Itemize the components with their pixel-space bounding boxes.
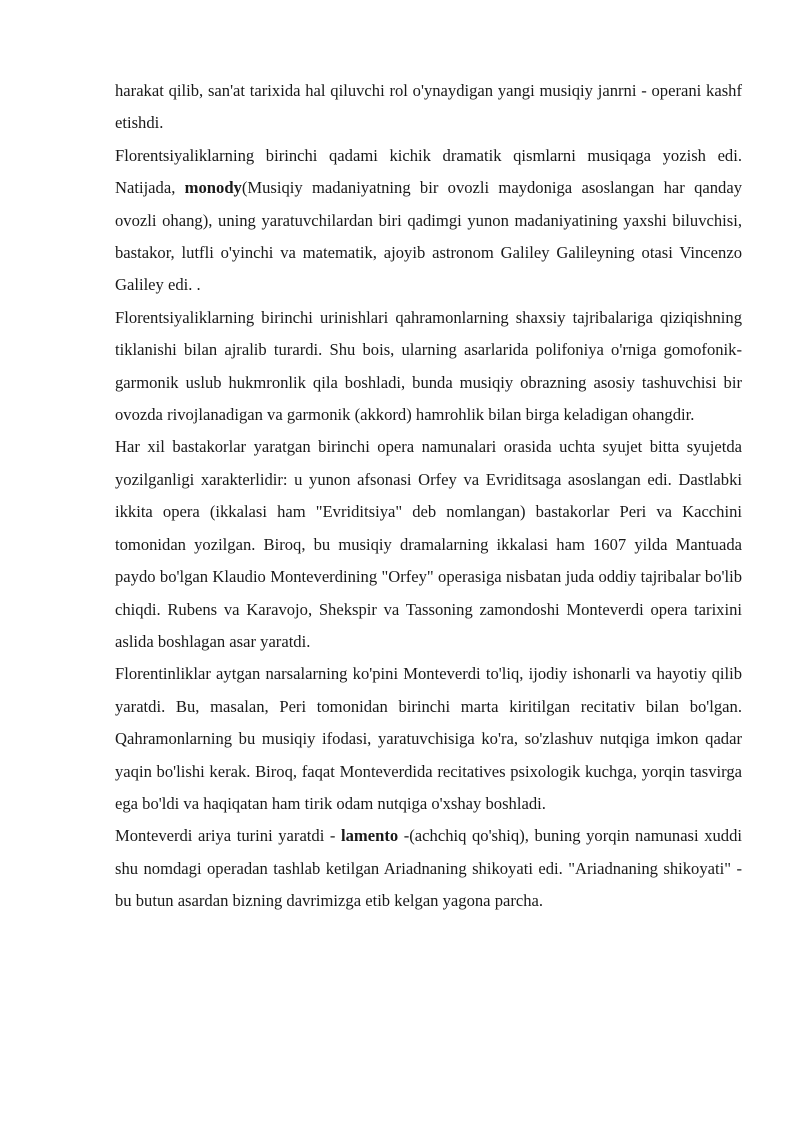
paragraph-6-text-a: Monteverdi ariya turini yaratdi - — [115, 826, 342, 846]
document-page — [115, 75, 742, 918]
paragraph-2-text-b: (Musiqiy madaniyatning bir ovozli maydoniga asoslangan har qanday ovozli ohang), uning yaratuvchilardan biri qadimgi yunon madaniyatining yaxshi biluvchisi, bastakor, lutfli o'yinchi va matematik, ajoyib astronom Galiley Galileyning otasi Vincenzo Galiley edi. . — [115, 178, 742, 295]
paragraph-6 — [115, 820, 742, 917]
paragraph-5 — [115, 658, 742, 820]
paragraph-4 — [115, 431, 742, 658]
paragraph-3-text: Florentsiyaliklarning birinchi urinishlari qahramonlarning shaxsiy tajribalariga qiziqishning tiklanishi bilan ajralib turardi. Shu bois, ularning asarlarida polifoniya o'rniga gomofonik-garmonik uslub hukmronlik qila boshladi, bunda musiqiy obrazning asosiy tashuvchisi bir ovozda rivojlanadigan va garmonik (akkord) hamrohlik bilan birga keladigan ohangdir. — [115, 307, 742, 425]
term-lamento: lamento — [341, 826, 399, 846]
paragraph-1 — [115, 75, 742, 140]
paragraph-5-text: Florentinliklar aytgan narsalarning ko'pini Monteverdi to'liq, ijodiy ishonarli va hayotiy qilib yaratdi. Bu, masalan, Peri tomonidan birinchi marta kiritilgan recitativ bilan bo'lgan. Qahramonlarning bu musiqiy ifodasi, yaratuvchisiga ko'ra, so'zlashuv nutqiga imkon qadar yaqin bo'lishi kerak. Biroq, faqat Monteverdida recitatives psixologik kuchga, yorqin tasvirga ega bo'ldi va haqiqatan ham tirik odam nutqiga o'xshay boshladi. — [115, 664, 742, 813]
paragraph-1-text: harakat qilib, san'at tarixida hal qiluvchi rol o'ynaydigan yangi musiqiy janrni - operani kashf etishdi. — [115, 81, 742, 133]
paragraph-6-text-b: -(achchiq qo'shiq), buning yorqin namunasi xuddi shu nomdagi operadan tashlab ketilgan Ariadnaning shikoyati edi. "Ariadnaning shikoyati" - bu butun asardan bizning davrimizga etib kelgan yagona parcha. — [115, 826, 742, 911]
paragraph-3 — [115, 302, 742, 432]
term-monody: monody — [184, 178, 242, 198]
paragraph-4-text: Har xil bastakorlar yaratgan birinchi opera namunalari orasida uchta syujet bitta syujetda yozilganligi xarakterlidir: u yunon afsonasi Orfey va Evriditsaga asoslangan edi. Dastlabki ikkita opera (ikkalasi ham "Evriditsiya" deb nomlangan) bastakorlar Peri va Kacchini tomonidan yozilgan. Biroq, bu musiqiy dramalarning ikkalasi ham 1607 yilda Mantuada paydo bo'lgan Klaudio Monteverdining "Orfey" operasiga nisbatan juda oddiy tajribalar bo'lib chiqdi. Rubens va Karavojo, Shekspir va Tassoning zamondoshi Monteverdi opera tarixini aslida boshlagan asar yaratdi. — [115, 437, 742, 651]
paragraph-2-text-a: Florentsiyaliklarning birinchi qadami kichik dramatik qismlarni musiqaga yozish edi. Natijada, — [115, 145, 742, 198]
paragraph-2 — [115, 140, 742, 302]
